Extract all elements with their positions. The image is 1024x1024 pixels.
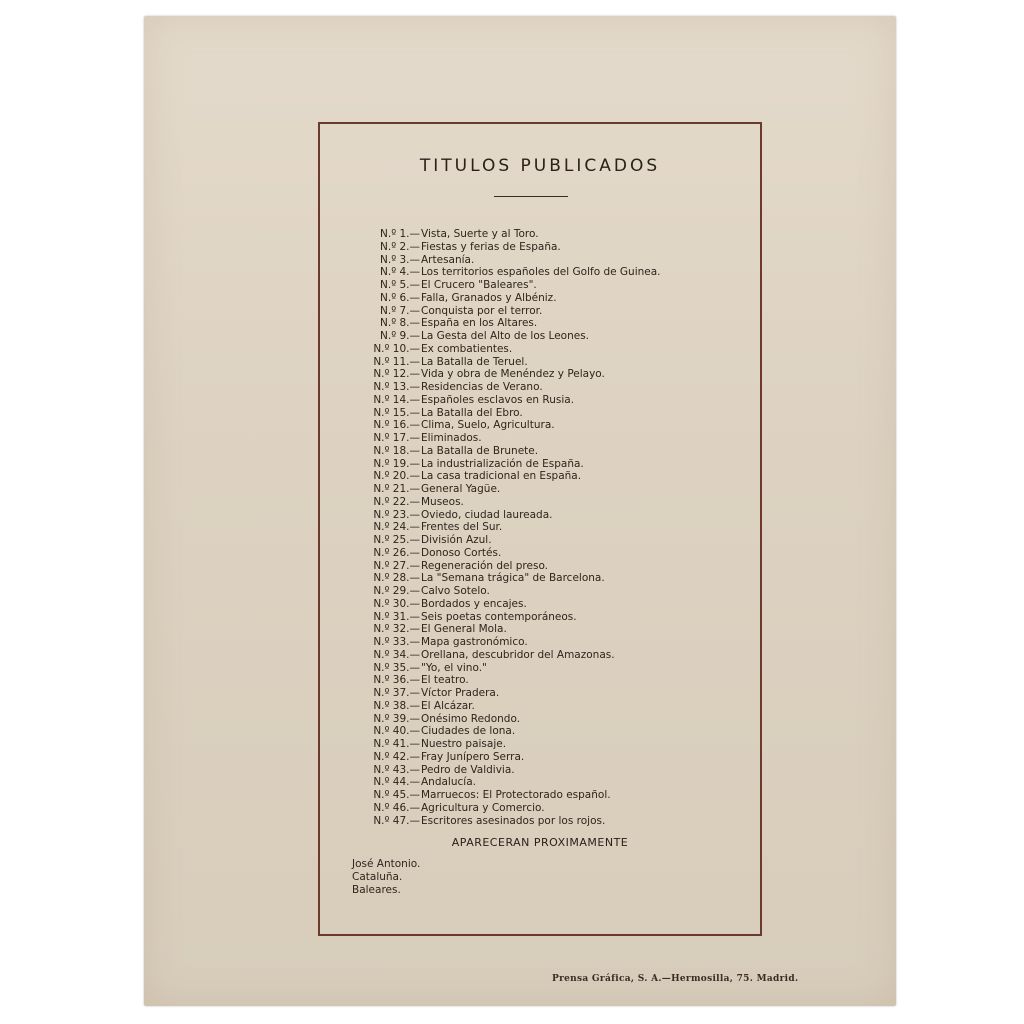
list-item (358, 228, 688, 241)
title-text: Vida y obra de Menéndez y Pelayo. (421, 368, 605, 381)
title-text: Regeneración del preso. (421, 559, 549, 572)
title-number: N.º 27.— (373, 559, 420, 572)
imprint: Prensa Gráfica, S. A.—Hermosilla, 75. Madrid. (552, 974, 799, 984)
list-item (358, 496, 688, 509)
title-text: La Gesta del Alto de los Leones. (421, 330, 590, 342)
list-item (358, 547, 688, 560)
title-number: N.º 15.— (373, 406, 420, 419)
title-text: Fray Junípero Serra. (421, 750, 525, 763)
title-text: Conquista por el terror. (421, 304, 543, 317)
title-number: N.º 5.— (380, 279, 420, 291)
title-text: La Batalla del Ebro. (421, 406, 523, 419)
title-number: N.º 43.— (373, 763, 420, 776)
title-text: Donoso Cortés. (421, 546, 502, 559)
list-item (358, 407, 688, 420)
list-item (358, 815, 688, 828)
title-text: Vista, Suerte y al Toro. (421, 228, 539, 240)
title-number: N.º 30.— (373, 597, 420, 610)
list-item (358, 509, 688, 522)
title-text: Museos. (421, 495, 464, 508)
title-number: N.º 9.— (380, 330, 420, 342)
title-text: Víctor Pradera. (421, 687, 500, 699)
title-number: N.º 12.— (373, 368, 420, 381)
list-item (358, 305, 688, 318)
title-text: Residencias de Verano. (421, 381, 543, 393)
list-item (358, 279, 688, 292)
title-number: N.º 40.— (373, 725, 420, 738)
list-item (358, 700, 688, 713)
title-text: Calvo Sotelo. (421, 585, 490, 597)
title-number: N.º 36.— (373, 674, 420, 687)
list-item (358, 738, 688, 751)
list-item (358, 292, 688, 305)
title-text: Andalucía. (421, 776, 476, 789)
title-text: España en los Altares. (421, 317, 538, 330)
title-number: N.º 3.— (380, 253, 420, 266)
title-number: N.º 25.— (373, 534, 420, 546)
title-number: N.º 2.— (380, 240, 420, 253)
list-item (358, 343, 688, 356)
title-text: Mapa gastronómico. (421, 636, 528, 648)
forthcoming-item: José Antonio. (352, 858, 421, 870)
title-number: N.º 1.— (380, 228, 420, 240)
title-text: El teatro. (421, 674, 469, 687)
title-number: N.º 22.— (373, 495, 420, 508)
list-item (358, 776, 688, 789)
title-text: El General Mola. (421, 623, 507, 636)
title-number: N.º 39.— (373, 712, 420, 725)
title-number: N.º 18.— (373, 444, 420, 457)
list-item (358, 764, 688, 777)
title-text: Falla, Granados y Albéniz. (421, 291, 557, 304)
title-number: N.º 29.— (373, 585, 420, 597)
list-item (358, 623, 688, 636)
title-rule (494, 196, 568, 197)
title-text: La Batalla de Brunete. (421, 444, 539, 457)
title-text: Onésimo Redondo. (421, 712, 521, 725)
title-number: N.º 26.— (373, 546, 420, 559)
list-item (358, 598, 688, 611)
title-text: La industrialización de España. (421, 457, 584, 470)
page-title: TITULOS PUBLICADOS (419, 156, 661, 176)
title-number: N.º 7.— (380, 304, 420, 317)
title-text: La casa tradicional en España. (421, 470, 582, 483)
title-number: N.º 46.— (373, 801, 420, 814)
list-item (358, 572, 688, 585)
title-text: Marruecos: El Protectorado español. (421, 789, 611, 801)
title-number: N.º 33.— (373, 636, 420, 648)
list-item (358, 394, 688, 407)
list-item (358, 483, 688, 496)
list-item (358, 266, 688, 279)
title-text: Ex combatientes. (421, 342, 513, 355)
title-number: N.º 14.— (373, 393, 420, 406)
list-item (358, 241, 688, 254)
list-item (358, 534, 688, 547)
title-text: Orellana, descubridor del Amazonas. (421, 648, 615, 661)
list-item (358, 649, 688, 662)
title-number: N.º 6.— (380, 291, 420, 304)
forthcoming-item: Baleares. (352, 884, 401, 896)
list-item (358, 687, 688, 700)
list-item (358, 585, 688, 598)
list-item (358, 470, 688, 483)
title-text: "Yo, el vino." (421, 661, 487, 674)
title-text: Seis poetas contemporáneos. (421, 610, 577, 623)
forthcoming-item: Cataluña. (352, 871, 403, 883)
titles-list (358, 228, 688, 827)
title-text: General Yagüe. (421, 483, 501, 495)
title-text: Escritores asesinados por los rojos. (421, 814, 606, 827)
list-item (358, 611, 688, 624)
title-text: División Azul. (421, 534, 492, 546)
title-number: N.º 32.— (373, 623, 420, 636)
title-text: Fiestas y ferias de España. (421, 240, 561, 253)
title-number: N.º 8.— (380, 317, 420, 330)
title-number: N.º 37.— (373, 687, 420, 699)
list-item (358, 445, 688, 458)
title-number: N.º 47.— (373, 814, 420, 827)
list-item (358, 802, 688, 815)
list-item (358, 560, 688, 573)
list-item (358, 432, 688, 445)
title-number: N.º 42.— (373, 750, 420, 763)
forthcoming-heading: APARECERAN PROXIMAMENTE (451, 836, 629, 849)
list-item (358, 419, 688, 432)
forthcoming-list (352, 858, 420, 897)
title-text: Frentes del Sur. (421, 521, 503, 534)
list-item (358, 662, 688, 675)
list-item (358, 713, 688, 726)
list-item (358, 458, 688, 471)
list-item (358, 317, 688, 330)
list-item (358, 674, 688, 687)
list-item (358, 330, 688, 343)
title-text: Artesanía. (421, 253, 475, 266)
list-item (358, 521, 688, 534)
title-text: Españoles esclavos en Rusia. (421, 393, 575, 406)
list-item (358, 725, 688, 738)
title-number: N.º 13.— (373, 381, 420, 393)
title-number: N.º 21.— (373, 483, 420, 495)
list-item (358, 636, 688, 649)
title-number: N.º 34.— (373, 648, 420, 661)
list-item (358, 789, 688, 802)
title-text: Oviedo, ciudad laureada. (421, 508, 553, 521)
title-number: N.º 31.— (373, 610, 420, 623)
title-text: Nuestro paisaje. (421, 738, 507, 750)
title-number: N.º 45.— (373, 789, 420, 801)
title-number: N.º 35.— (373, 661, 420, 674)
title-number: N.º 20.— (373, 470, 420, 483)
title-number: N.º 44.— (373, 776, 420, 789)
title-text: Pedro de Valdivia. (421, 763, 515, 776)
title-text: El Crucero "Baleares". (421, 279, 537, 291)
list-item (358, 381, 688, 394)
title-number: N.º 19.— (373, 457, 420, 470)
title-number: N.º 24.— (373, 521, 420, 534)
title-number: N.º 10.— (373, 342, 420, 355)
title-number: N.º 17.— (373, 432, 420, 444)
title-text: La "Semana trágica" de Barcelona. (421, 572, 605, 585)
title-number: N.º 28.— (373, 572, 420, 585)
title-text: Los territorios españoles del Golfo de Guinea. (421, 266, 661, 279)
list-item (358, 254, 688, 267)
title-text: Clima, Suelo, Agricultura. (421, 419, 555, 432)
list-item (358, 751, 688, 764)
title-text: El Alcázar. (421, 699, 475, 712)
title-text: Bordados y encajes. (421, 597, 527, 610)
title-text: Eliminados. (421, 432, 482, 444)
title-text: Ciudades de lona. (421, 725, 516, 738)
title-number: N.º 16.— (373, 419, 420, 432)
list-item (358, 368, 688, 381)
list-item (358, 356, 688, 369)
title-number: N.º 11.— (373, 355, 420, 368)
title-number: N.º 23.— (373, 508, 420, 521)
title-text: La Batalla de Teruel. (421, 355, 528, 368)
title-text: Agricultura y Comercio. (421, 801, 545, 814)
title-number: N.º 4.— (380, 266, 420, 279)
title-number: N.º 41.— (373, 738, 420, 750)
title-number: N.º 38.— (373, 699, 420, 712)
